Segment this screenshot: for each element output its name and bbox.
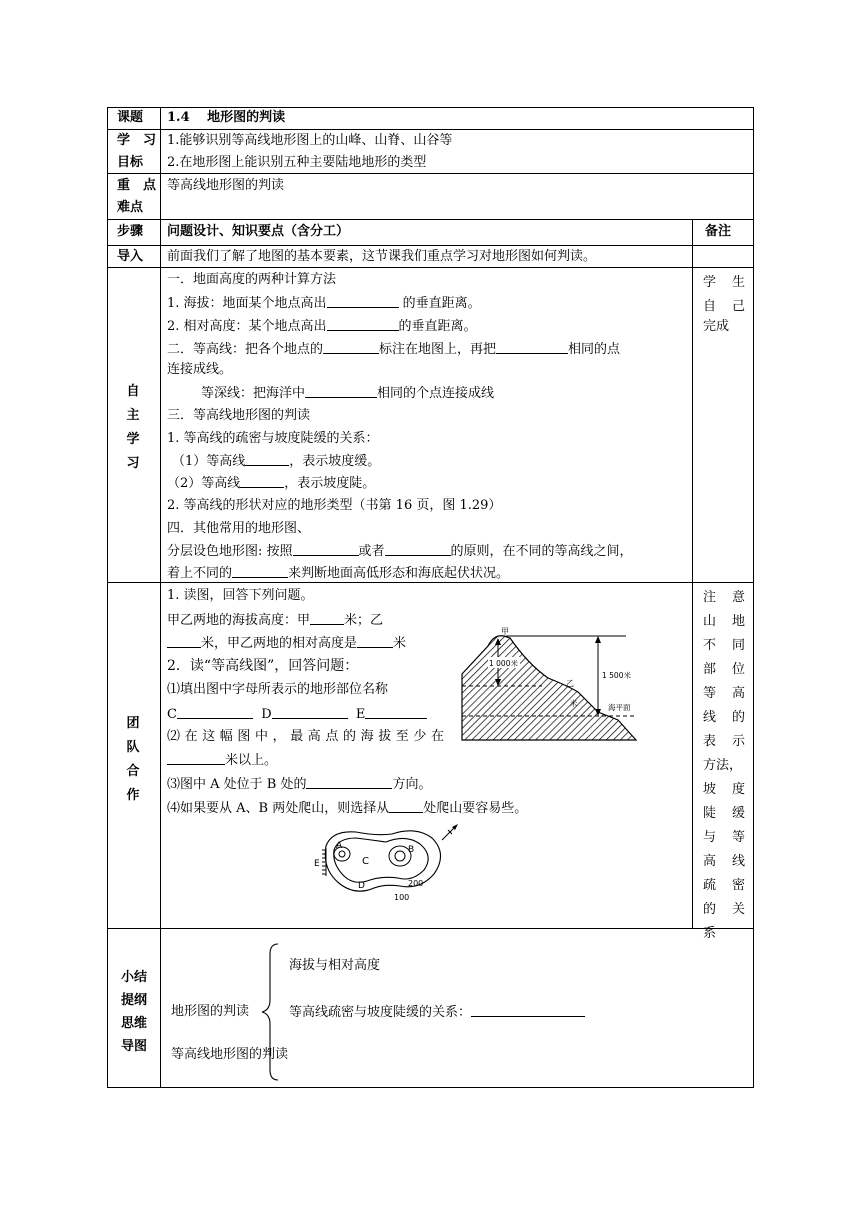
mind-map-branch: 等高线疏密与坡度陡缓的关系：	[289, 1004, 585, 1021]
study-line: 着上不同的 来判断地面高低形态和海底起伏状况。	[167, 566, 510, 581]
study-line: 1. 海拔：地面某个地点高出 的垂直距离。	[167, 296, 481, 311]
team-note: 注意 山地 不同 部位 等高 线的 表示 方法， 坡度 陡缓 与等 高线 疏密 的关 系	[703, 590, 745, 941]
row-divider	[107, 173, 754, 174]
team-line: 2．读“等高线图”，回答问题：	[167, 658, 359, 674]
mind-map-branch: 等高线地形图的判读	[171, 1047, 289, 1062]
mountain-cross-section	[462, 636, 636, 740]
label-200: 200	[408, 879, 424, 888]
row-divider	[107, 129, 754, 130]
team-line: 甲乙两地的海拔高度：甲 米；乙	[167, 613, 384, 628]
blank-field[interactable]	[240, 475, 284, 488]
team-line: ⑵在这幅图中，最高点的海拔至少在	[167, 729, 449, 744]
team-label: 团 队 合 作	[126, 716, 140, 803]
column-divider-notes	[692, 219, 693, 929]
self-study-label: 自 主 学 习	[126, 384, 140, 471]
mind-map-branch: 海拔与相对高度	[289, 958, 381, 973]
blank-field[interactable]	[306, 776, 392, 789]
label-100: 100	[394, 893, 410, 902]
blank-field[interactable]	[177, 706, 253, 719]
label-1000m: 1 000米	[489, 659, 518, 668]
contour-map-figure	[312, 824, 462, 904]
column-divider	[160, 107, 161, 1088]
blank-field[interactable]	[323, 341, 379, 354]
mind-map-root: 地形图的判读	[171, 1004, 250, 1019]
topic-label: 课题	[117, 110, 144, 125]
study-line: 分层设色地形图: 按照 或者 的原则，在不同的等高线之间，	[167, 544, 633, 559]
table-border-right	[753, 107, 754, 1088]
label-yi: 乙	[566, 679, 574, 688]
blank-field[interactable]	[293, 543, 359, 556]
notes-label: 备注	[705, 224, 732, 239]
key-value: 等高线地形图的判读	[167, 178, 285, 193]
study-line: 四．其他常用的地形图、	[167, 521, 311, 536]
summary-label: 小结 提纲 思维 导图	[120, 970, 147, 1054]
goals-label: 学 习	[117, 133, 157, 148]
study-line: 一．地面高度的两种计算方法	[167, 272, 337, 287]
label-sea-level: 海平面	[608, 703, 631, 712]
study-line: 2. 等高线的形状对应的地形类型（书第 16 页，图 1.29）	[167, 498, 502, 513]
study-line: 三．等高线地形图的判读	[167, 408, 311, 423]
blank-field[interactable]	[389, 800, 423, 813]
goals-label: 目标	[117, 155, 144, 170]
blank-field[interactable]	[385, 543, 451, 556]
table-border-left	[107, 107, 108, 1088]
label-mi: 米	[570, 699, 578, 708]
blank-field[interactable]	[245, 453, 289, 466]
study-line: 1. 等高线的疏密与坡度陡缓的关系：	[167, 431, 379, 446]
table-border-bottom	[107, 1087, 754, 1088]
blank-field[interactable]	[272, 706, 348, 719]
team-line: ⑷如果要从 A、B 两处爬山，则选择从 处爬山要容易些。	[167, 801, 528, 816]
team-line: 米以上。	[167, 752, 277, 769]
goal-item: 2.在地形图上能识别五种主要陆地地形的类型	[167, 155, 427, 170]
label-jia: 甲	[501, 627, 509, 636]
study-line: 连接成线。	[167, 362, 233, 377]
team-line: C D E	[167, 706, 427, 723]
intro-text: 前面我们了解了地图的基本要素，这节课我们重点学习对地形图如何判读。	[167, 249, 597, 264]
blank-field[interactable]	[365, 706, 427, 719]
label-a: A	[336, 841, 343, 851]
blank-field[interactable]	[327, 318, 399, 331]
label-1500m: 1 500米	[602, 671, 631, 680]
label-e: E	[314, 859, 320, 869]
study-line: 等深线：把海洋中 相同的个点连接成线	[201, 386, 495, 401]
label-b: B	[408, 845, 415, 855]
blank-field[interactable]	[305, 385, 377, 398]
goal-item: 1.能够识别等高线地形图上的山峰、山脊、山谷等	[167, 133, 453, 148]
table-border-top	[107, 107, 754, 108]
steps-label: 步骤	[117, 224, 144, 239]
label-d: D	[358, 881, 365, 891]
key-label: 难点	[117, 200, 144, 215]
row-divider	[107, 267, 754, 268]
blank-field[interactable]	[327, 295, 399, 308]
study-line: 二．等高线：把各个地点的 标注在地图上，再把 相同的点	[167, 342, 621, 357]
study-line: 2. 相对高度：某个地点高出 的垂直距离。	[167, 319, 477, 334]
team-line: ⑶图中 A 处位于 B 处的 方向。	[167, 777, 432, 792]
row-divider	[107, 928, 754, 929]
blank-field[interactable]	[167, 752, 225, 765]
row-divider	[107, 582, 754, 583]
row-divider	[107, 219, 754, 220]
blank-field[interactable]	[167, 635, 201, 648]
terrain-profile-figure	[458, 626, 658, 746]
design-label: 问题设计、知识要点（含分工）	[167, 224, 350, 239]
row-divider	[107, 245, 754, 246]
blank-field[interactable]	[310, 612, 344, 625]
blank-field[interactable]	[357, 635, 393, 648]
team-line: 米，甲乙两地的相对高度是 米	[167, 635, 406, 652]
team-line: 1. 读图，回答下列问题。	[167, 588, 314, 603]
study-line: （2）等高线 ，表示坡度陡。	[167, 476, 376, 491]
blank-field[interactable]	[471, 1004, 585, 1017]
intro-label: 导入	[117, 249, 144, 264]
topic-value: 1.4 地形图的判读	[167, 110, 286, 125]
key-label: 重 点	[117, 178, 157, 193]
study-line: （1）等高线 ，表示坡度缓。	[172, 454, 381, 469]
blank-field[interactable]	[496, 341, 568, 354]
blank-field[interactable]	[232, 565, 288, 578]
label-c: C	[362, 856, 369, 867]
team-line: ⑴填出图中字母所表示的地形部位名称	[167, 682, 389, 697]
